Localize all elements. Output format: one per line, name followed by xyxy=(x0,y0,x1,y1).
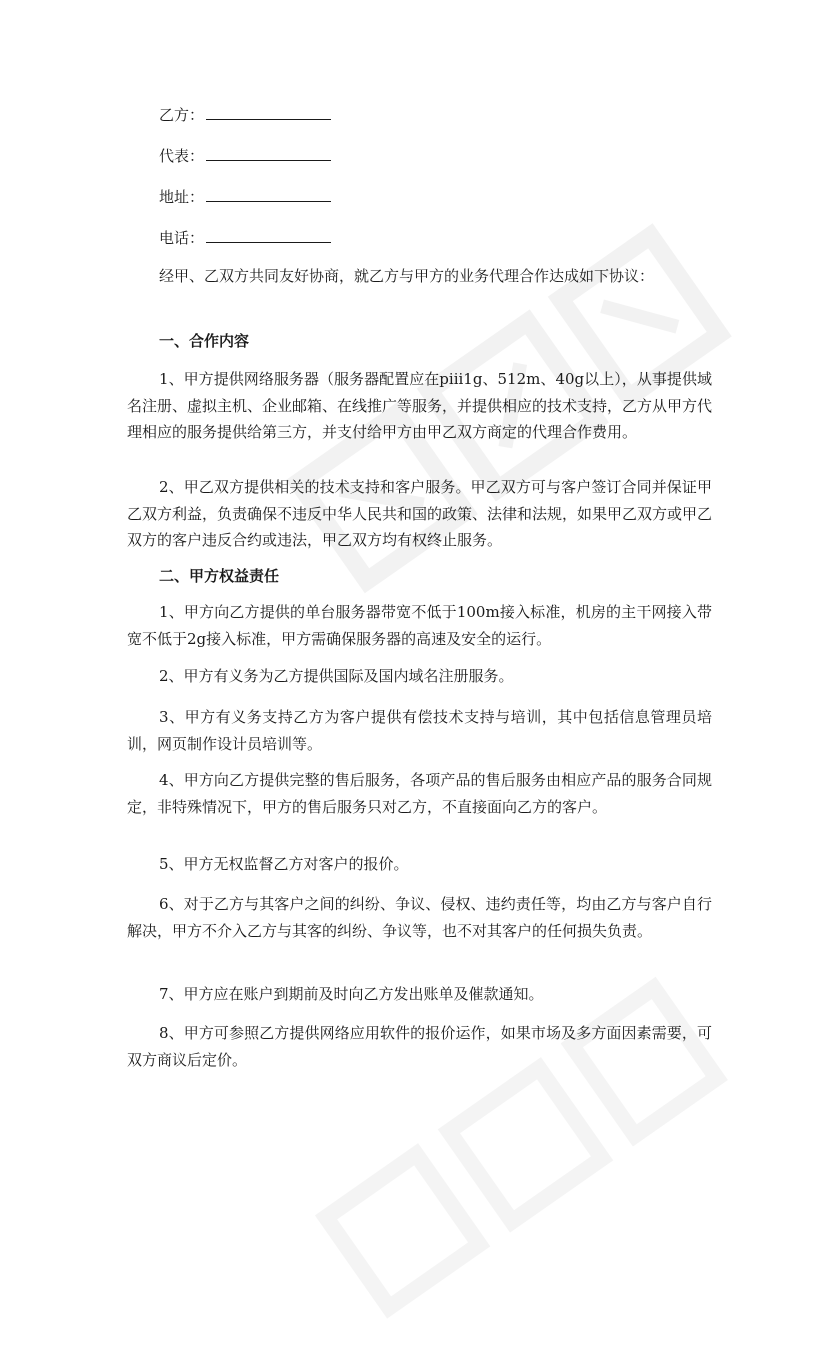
blank-line xyxy=(206,187,331,202)
field-label: 电话： xyxy=(159,229,205,247)
field-label: 乙方： xyxy=(159,106,205,124)
intro-paragraph: 经甲、乙双方共同友好协商，就乙方与甲方的业务代理合作达成如下协议： xyxy=(159,267,655,285)
section-heading-party-a-rights: 二、甲方权益责任 xyxy=(159,567,280,585)
blank-line xyxy=(206,105,331,120)
clause-1-1: 1、甲方提供网络服务器（服务器配置应在piii1g、512m、40g以上），从事提供域名注册、虚拟主机、企业邮箱、在线推广等服务，并提供相应的技术支持，乙方从甲方代理相应的服务提供给第三方，并支付给甲方由甲乙双方商定的代理合作费用。 xyxy=(127,370,713,441)
clause-2-5: 5、甲方无权监督乙方对客户的报价。 xyxy=(159,855,409,873)
section-heading-cooperation: 一、合作内容 xyxy=(159,332,250,350)
field-label: 代表： xyxy=(159,147,205,165)
clause-2-7: 7、甲方应在账户到期前及时向乙方发出账单及催款通知。 xyxy=(159,985,544,1003)
field-address xyxy=(159,187,331,207)
clause-2-6: 6、对于乙方与其客户之间的纠纷、争议、侵权、违约责任等，均由乙方与客户自行解决，甲方不介入乙方与其客的纠纷、争议等，也不对其客户的任何损失负责。 xyxy=(127,895,712,940)
watermark-graphic-bottom xyxy=(301,958,760,1362)
clause-2-2: 2、甲方有义务为乙方提供国际及国内域名注册服务。 xyxy=(159,667,514,685)
clause-2-1: 1、甲方向乙方提供的单台服务器带宽不低于100m接入标准，机房的主干网接入带宽不低于2g接入标准，甲方需确保服务器的高速及安全的运行。 xyxy=(127,603,712,648)
blank-line xyxy=(206,146,331,161)
clause-1-2: 2、甲乙双方提供相关的技术支持和客户服务。甲乙双方可与客户签订合同并保证甲乙双方利益，负责确保不违反中华人民共和国的政策、法律和法规，如果甲乙双方或甲乙双方的客户违反合约或违法，甲乙双方均有权终止服务。 xyxy=(127,478,713,549)
clause-2-4: 4、甲方向乙方提供完整的售后服务，各项产品的售后服务由相应产品的服务合同规定，非特殊情况下，甲方的售后服务只对乙方，不直接面向乙方的客户。 xyxy=(127,771,712,816)
field-party-b xyxy=(159,105,331,125)
field-phone xyxy=(159,228,331,248)
clause-2-3: 3、甲方有义务支持乙方为客户提供有偿技术支持与培训，其中包括信息管理员培训，网页制作设计员培训等。 xyxy=(127,708,712,753)
field-representative xyxy=(159,146,331,166)
field-label: 地址： xyxy=(159,188,205,206)
clause-2-8: 8、甲方可参照乙方提供网络应用软件的报价运作，如果市场及多方面因素需要，可双方商议后定价。 xyxy=(127,1024,712,1069)
blank-line xyxy=(206,228,331,243)
